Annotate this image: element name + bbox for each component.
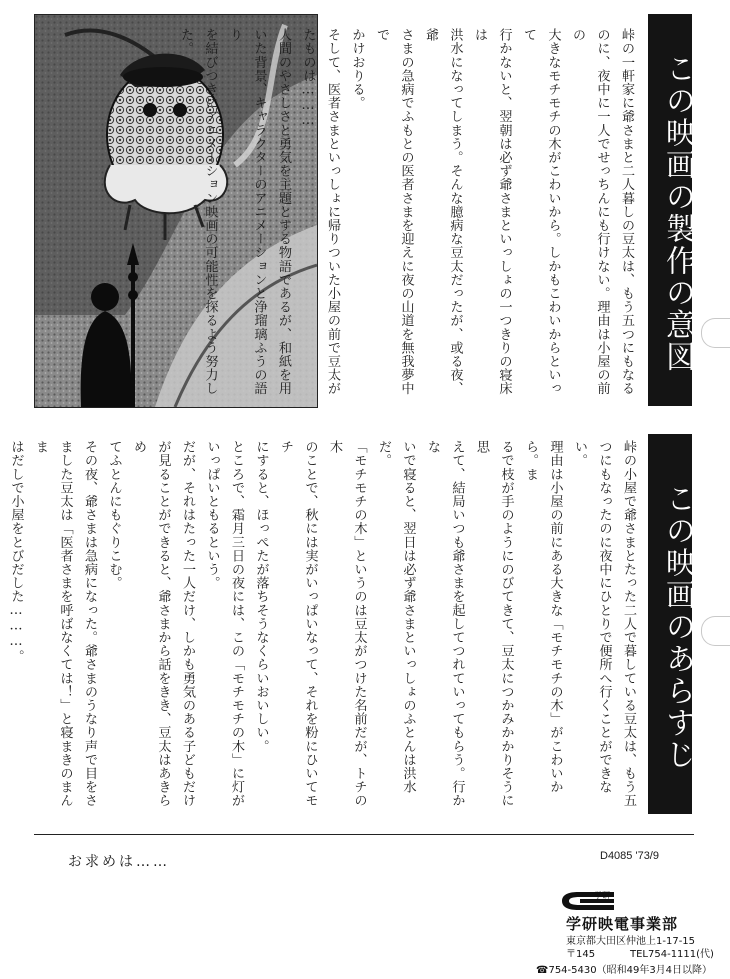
intent-line: を結びつきにアニメーション映画の可能性を探るよう努力した。	[178, 28, 218, 396]
synopsis-line	[0, 440, 3, 820]
synopsis-line: その夜、爺さまは急病になった。爺さまのうなり声で目をさ	[82, 440, 97, 808]
synopsis-line: いで寝ると、翌日は必ず爺さまといっしょのふとんは洪水だ。	[376, 440, 416, 794]
synopsis-line: ました豆太は「医者さまを呼ばなくては！」と寝まきのまんま	[33, 440, 73, 808]
logo-text: 学研	[594, 891, 610, 900]
synopsis-line: 理由は小屋の前にある大きな「モチモチの木」がこわいから。ま	[523, 440, 563, 794]
intent-line: そして、医者さまといっしょに帰りついた小屋の前で豆太が	[325, 28, 340, 396]
intent-line: かけおりる。	[349, 28, 365, 110]
intent-line: 峠の一軒家に爺さまと二人暮しの豆太は、もう五つにもなる	[619, 28, 634, 396]
synopsis-line: 「モチモチの木」というのは豆太がつけた名前だが、トチの木	[327, 440, 367, 808]
synopsis-line: えて、結局いつも爺さまを起してつれていってもらう。行かな	[425, 440, 465, 808]
company-address: 東京都大田区仲池上1-17-15	[566, 936, 696, 947]
company-tel-new: ☎754-5430（昭和49年3月4日以降）	[536, 965, 713, 976]
intent-line: 人間のやさしさと勇気を主題とする物語であるが、和紙を用	[276, 28, 291, 396]
intent-line: たものは………	[300, 28, 316, 129]
intent-line: 大きなモチモチの木がこわいから。しかもこわいからといって	[521, 28, 561, 396]
synopsis-line: のことで、秋には実がいっぱいなって、それを粉にひいてモチ	[278, 440, 318, 808]
footer-divider	[34, 834, 694, 835]
postal-code: 〒145	[566, 949, 596, 960]
synopsis-line: るで枝が手のようにのびてきて、豆太につかみかかりそうに思	[474, 440, 514, 808]
intent-line: 洪水になってしまう。そんな臆病な豆太だったが、或る夜、爺	[423, 28, 463, 396]
intent-line: 行かないと、翌朝は必ず爺さまといっしょの一つきりの寝床は	[472, 28, 512, 396]
synopsis-line: が見ることができると、爺さまから話をきき、豆太はあきらめ	[131, 440, 171, 808]
binder-hole	[701, 318, 730, 348]
company-tel: TEL754-1111(代)	[630, 949, 714, 960]
intent-body	[178, 28, 638, 408]
synopsis-line: ところで、霜月三日の夜には、この「モチモチの木」に灯が	[229, 440, 244, 808]
intent-line: さまの急病でふもとの医者さまを迎えに夜の山道を無我夢中で	[374, 28, 414, 396]
synopsis-line: いっぱいともるという。	[204, 440, 220, 590]
intent-heading: この映画の製作の意図	[648, 14, 692, 406]
company-name: 学研映電事業部	[566, 915, 679, 933]
binder-hole	[701, 616, 730, 646]
intent-line: いた背景、キャラクターのアニメーションと浄瑠璃ふうの語り	[227, 28, 267, 396]
synopsis-line: つにもなったのに夜中にひとりで便所へ行くことができない。	[572, 440, 612, 794]
synopsis-body	[8, 440, 640, 820]
synopsis-heading: この映画のあらすじ	[648, 434, 692, 814]
synopsis-line: はだしで小屋をとびだした………。	[8, 440, 24, 663]
synopsis-line: てふとんにもぐりこむ。	[106, 440, 122, 590]
order-text: お求めは……	[68, 854, 170, 870]
intent-line: のに、夜中に一人でせっちんにも行けない。理由は小屋の前の	[570, 28, 610, 396]
synopsis-line: 峠の小屋で爺さまとたった二人で暮している豆太は、もう五	[621, 440, 636, 808]
synopsis-line: だが、それはたった一人だけ、しかも勇気のある子どもだけ	[180, 440, 195, 808]
document-code: D4085 '73/9	[600, 850, 659, 862]
synopsis-line: にすると、ほっぺたが落ちそうなくらいおいしい。	[253, 440, 269, 753]
gakken-logo	[560, 891, 616, 911]
